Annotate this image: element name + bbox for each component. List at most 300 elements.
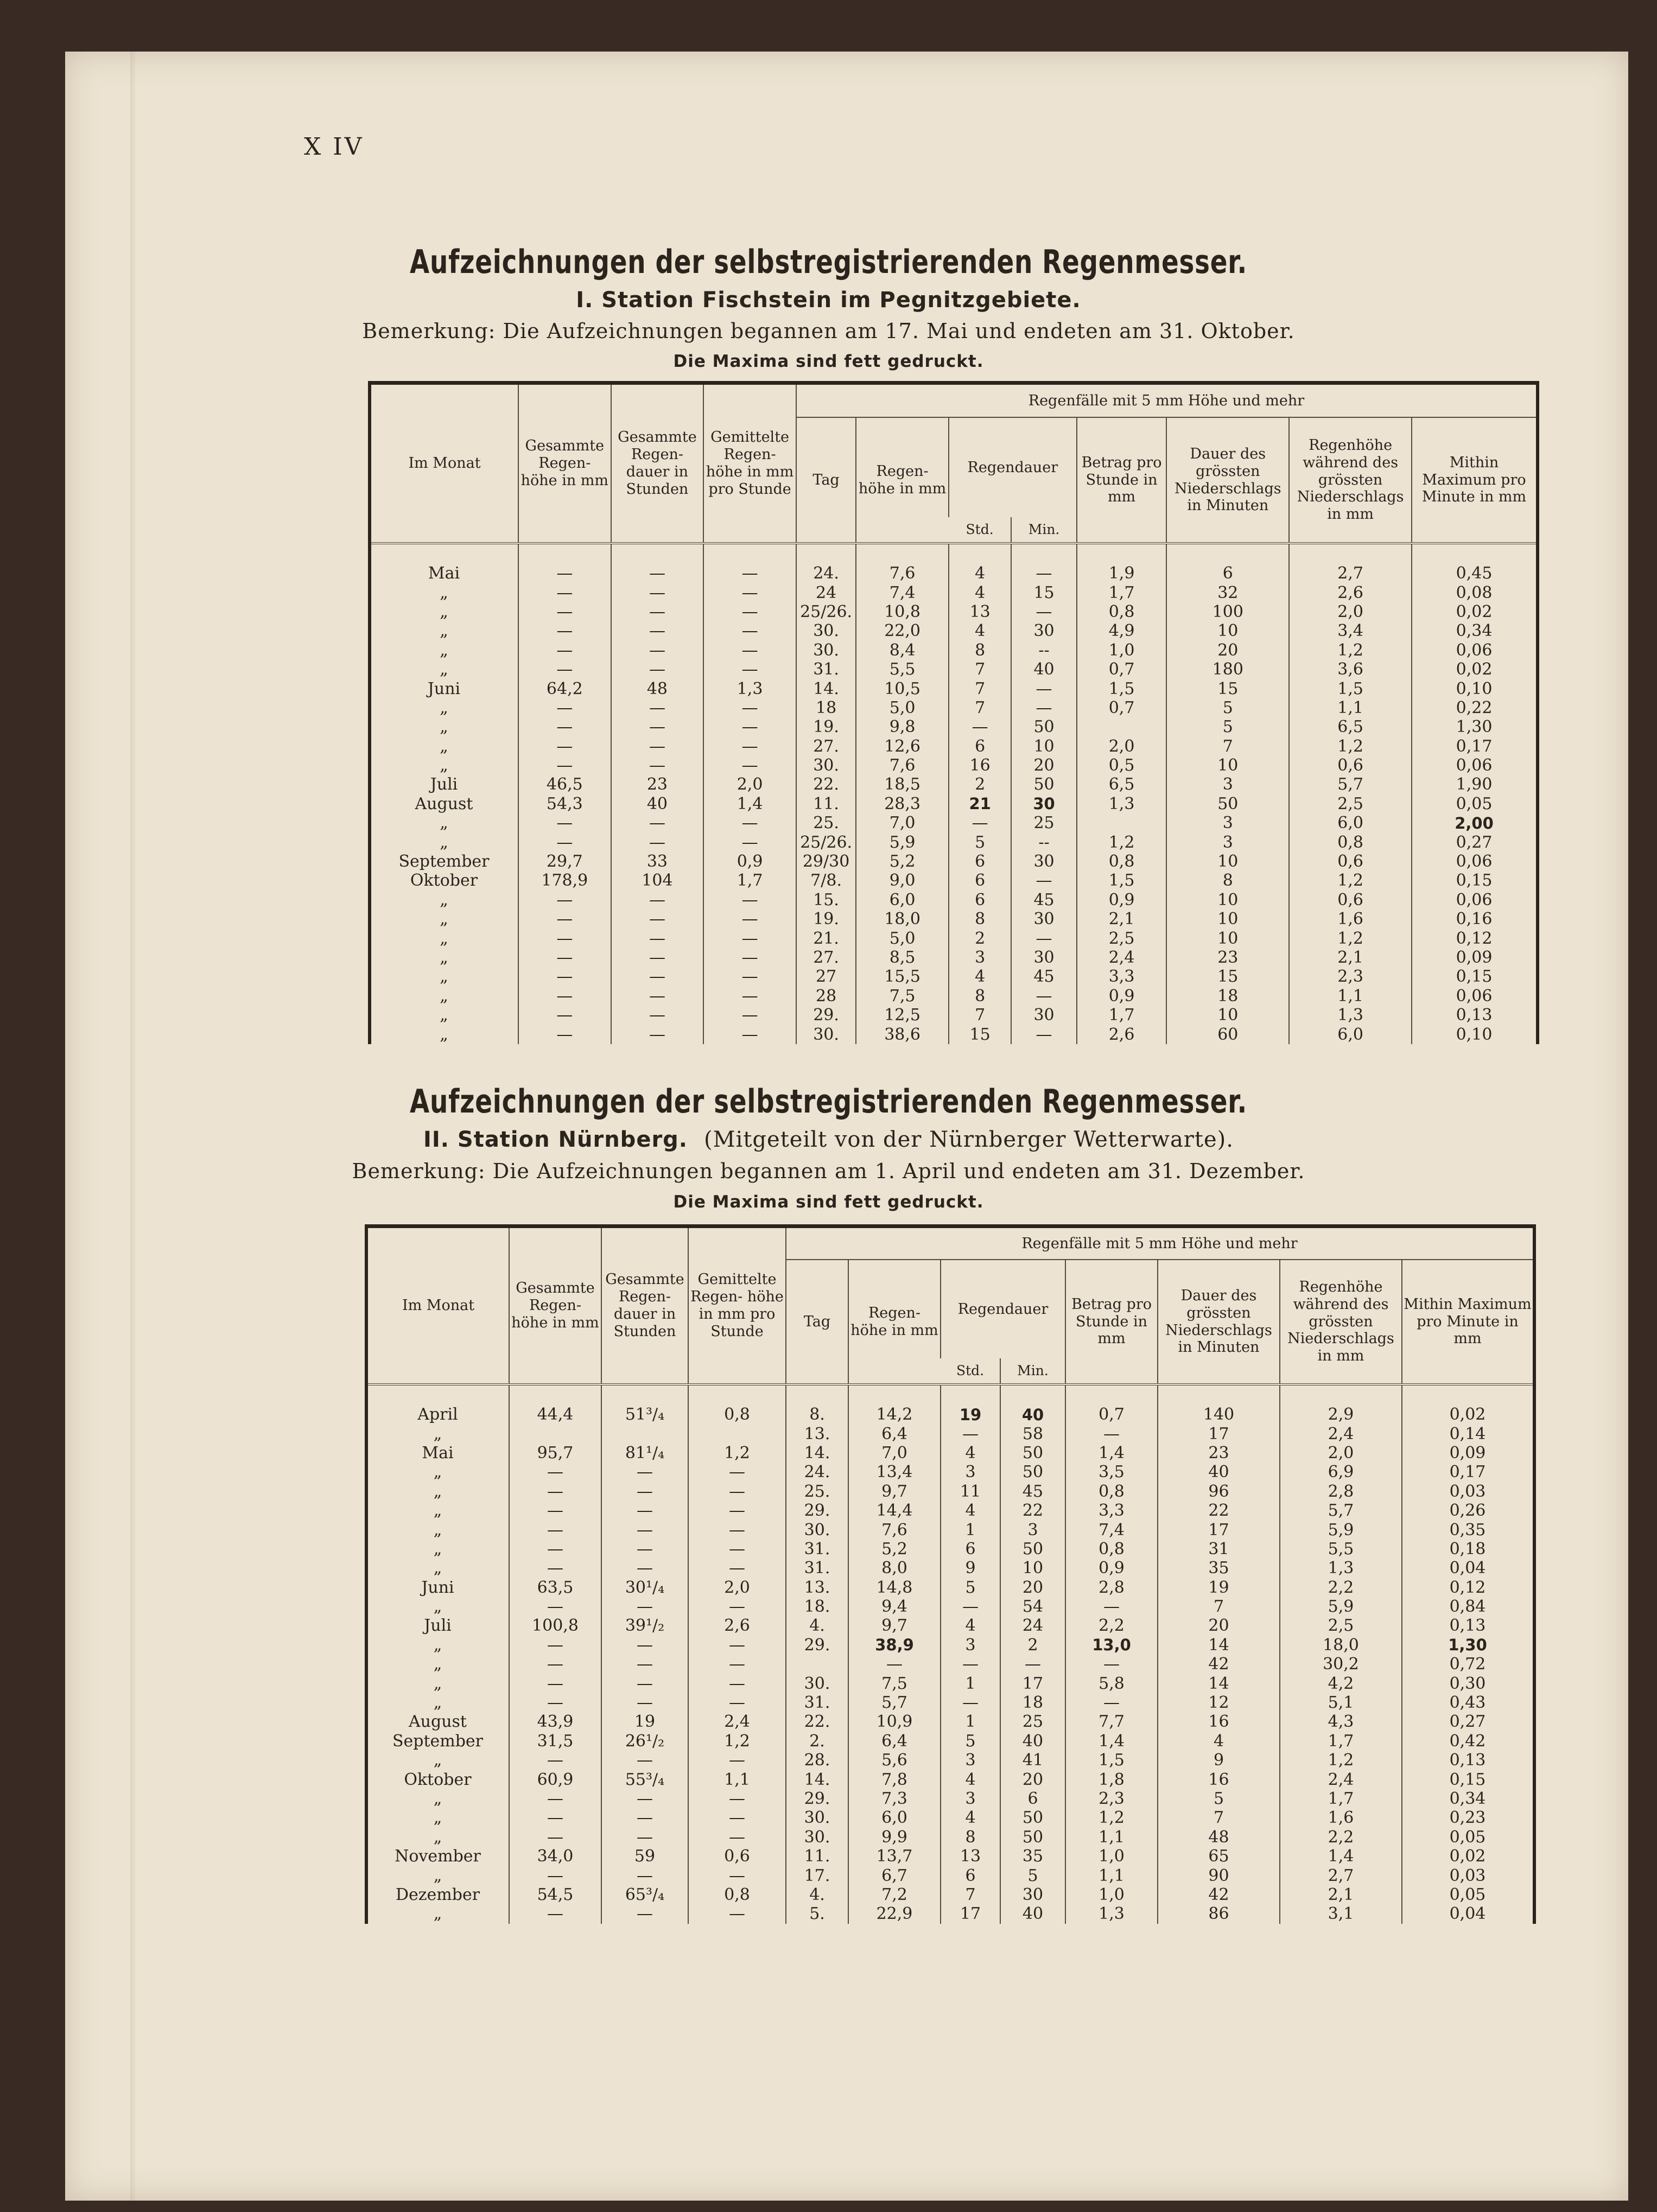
cell-dauer-groessten: 31 xyxy=(1158,1540,1280,1559)
cell-min: 5 xyxy=(1000,1866,1065,1885)
cell-monat: November xyxy=(395,1847,481,1866)
cell-betrag: — xyxy=(1065,1597,1158,1616)
cell-gesammte-dauer: 104 xyxy=(611,871,704,890)
table-row xyxy=(368,1540,1533,1559)
cell-min: — xyxy=(1011,1025,1076,1044)
cell-betrag: 0,7 xyxy=(1065,1405,1158,1424)
cell-tag: 11. xyxy=(796,794,856,813)
col-regenhoehe-waehrend: Regenhöhe während des grössten Niederschlags in mm xyxy=(1280,1260,1402,1384)
cell-dauer-groessten: 14 xyxy=(1158,1636,1280,1655)
cell-betrag: 1,8 xyxy=(1065,1770,1158,1789)
cell-tag: 29. xyxy=(786,1636,848,1655)
cell-tag: 24. xyxy=(786,1463,848,1482)
cell-regenhoehe: 38,9 xyxy=(848,1636,941,1655)
cell-mithin: 0,06 xyxy=(1412,852,1536,871)
cell-dauer-groessten: 10 xyxy=(1166,852,1289,871)
cell-gemittelte: — xyxy=(703,717,796,736)
cell-tag: 30. xyxy=(786,1520,848,1539)
cell-std: 8 xyxy=(941,1828,1000,1847)
cell-regenhoehe-waehrend: 1,6 xyxy=(1289,910,1412,929)
cell-gemittelte: 1,1 xyxy=(688,1770,786,1789)
cell-betrag: 0,7 xyxy=(1077,660,1167,679)
cell-gesammte-dauer: — xyxy=(611,737,704,756)
cell-gesammte-dauer: — xyxy=(601,1828,688,1847)
cell-std: 7 xyxy=(949,1006,1011,1025)
cell-min: 50 xyxy=(1011,717,1076,736)
cell-mithin: 0,05 xyxy=(1402,1885,1533,1904)
cell-gesammte-hoehe: 178,9 xyxy=(518,871,611,890)
cell-dauer-groessten: 32 xyxy=(1166,583,1289,602)
cell-regenhoehe-waehrend: 5,9 xyxy=(1280,1597,1402,1616)
cell-gesammte-hoehe: — xyxy=(509,1693,601,1712)
cell-dauer-groessten: 10 xyxy=(1166,929,1289,948)
spacer-cell xyxy=(611,543,704,564)
cell-tag: 30. xyxy=(786,1808,848,1827)
cell-gesammte-hoehe: — xyxy=(518,1025,611,1044)
cell-std: — xyxy=(941,1693,1000,1712)
cell-min: 30 xyxy=(1011,621,1076,640)
cell-dauer-groessten: 4 xyxy=(1158,1732,1280,1751)
cell-monat: Oktober xyxy=(404,1770,472,1789)
cell-regenhoehe-waehrend: 2,2 xyxy=(1280,1578,1402,1597)
cell-regenhoehe-waehrend: 1,6 xyxy=(1280,1808,1402,1827)
cell-gemittelte: 0,9 xyxy=(703,852,796,871)
cell-dauer-groessten: 16 xyxy=(1158,1712,1280,1731)
cell-tag: 19. xyxy=(796,910,856,929)
cell-gemittelte: 1,2 xyxy=(688,1444,786,1463)
cell-gemittelte: — xyxy=(703,660,796,679)
cell-min: — xyxy=(1011,679,1076,698)
cell-monat: „ xyxy=(440,967,448,987)
cell-gesammte-hoehe: — xyxy=(518,929,611,948)
cell-gesammte-dauer: — xyxy=(611,948,704,967)
cell-gesammte-dauer: — xyxy=(601,1463,688,1482)
spacer-cell xyxy=(1011,543,1076,564)
cell-gesammte-dauer: — xyxy=(601,1636,688,1655)
cell-dauer-groessten: 35 xyxy=(1158,1559,1280,1578)
cell-mithin: 0,15 xyxy=(1402,1770,1533,1789)
cell-gesammte-hoehe: — xyxy=(518,621,611,640)
cell-std: 8 xyxy=(949,910,1011,929)
spacer-cell xyxy=(518,543,611,564)
cell-mithin: 0,08 xyxy=(1412,583,1536,602)
cell-gemittelte: — xyxy=(688,1655,786,1674)
cell-gemittelte: 0,8 xyxy=(688,1885,786,1904)
spacer-cell xyxy=(371,543,518,564)
table-row xyxy=(371,987,1536,1006)
cell-std: 9 xyxy=(941,1559,1000,1578)
cell-gemittelte: — xyxy=(703,987,796,1006)
cell-gesammte-dauer: 33 xyxy=(611,852,704,871)
cell-regenhoehe-waehrend: 1,2 xyxy=(1289,737,1412,756)
cell-std: 4 xyxy=(949,583,1011,602)
cell-regenhoehe-waehrend: 2,8 xyxy=(1280,1482,1402,1501)
table-row xyxy=(371,1006,1536,1025)
cell-gesammte-dauer: — xyxy=(611,564,704,583)
col-gemittelte: Gemittelte Regen- höhe in mm pro Stunde xyxy=(688,1228,786,1384)
cell-betrag: 5,8 xyxy=(1065,1674,1158,1693)
cell-gemittelte: — xyxy=(703,602,796,621)
cell-betrag: 0,8 xyxy=(1077,852,1167,871)
cell-betrag xyxy=(1077,813,1167,832)
cell-mithin: 0,06 xyxy=(1412,987,1536,1006)
cell-gemittelte: — xyxy=(688,1693,786,1712)
cell-regenhoehe: 9,7 xyxy=(848,1482,941,1501)
cell-mithin: 0,12 xyxy=(1412,929,1536,948)
cell-monat: August xyxy=(415,794,473,813)
cell-mithin: 0,14 xyxy=(1402,1424,1533,1443)
cell-gesammte-hoehe: — xyxy=(518,698,611,717)
cell-betrag: 1,9 xyxy=(1077,564,1167,583)
cell-regenhoehe-waehrend: 2,4 xyxy=(1280,1770,1402,1789)
cell-mithin: 0,42 xyxy=(1402,1732,1533,1751)
cell-mithin: 0,02 xyxy=(1412,660,1536,679)
cell-tag: 24 xyxy=(796,583,856,602)
cell-mithin: 0,10 xyxy=(1412,679,1536,698)
cell-dauer-groessten: 17 xyxy=(1158,1520,1280,1539)
cell-regenhoehe: 5,2 xyxy=(848,1540,941,1559)
cell-regenhoehe: 9,8 xyxy=(856,717,949,736)
cell-dauer-groessten: 10 xyxy=(1166,910,1289,929)
cell-regenhoehe: — xyxy=(848,1655,941,1674)
table-row xyxy=(368,1770,1533,1789)
cell-gesammte-dauer: 23 xyxy=(611,775,704,794)
spacer-row xyxy=(371,543,1536,564)
table-row xyxy=(368,1482,1533,1501)
cell-betrag: 1,2 xyxy=(1065,1808,1158,1827)
cell-regenhoehe-waehrend: 1,2 xyxy=(1289,871,1412,890)
cell-monat: August xyxy=(409,1712,467,1732)
cell-min: — xyxy=(1011,602,1076,621)
cell-gemittelte: — xyxy=(688,1597,786,1616)
cell-gemittelte: — xyxy=(703,641,796,660)
cell-mithin: 2,00 xyxy=(1412,813,1536,832)
table-row xyxy=(371,794,1536,813)
cell-min: 50 xyxy=(1000,1444,1065,1463)
cell-betrag: 1,5 xyxy=(1077,871,1167,890)
cell-dauer-groessten: 3 xyxy=(1166,832,1289,851)
cell-gesammte-hoehe: 29,7 xyxy=(518,852,611,871)
cell-gemittelte: — xyxy=(688,1866,786,1885)
cell-std: 6 xyxy=(949,871,1011,890)
cell-betrag: 1,0 xyxy=(1065,1847,1158,1866)
cell-std: 8 xyxy=(949,641,1011,660)
table-row xyxy=(368,1578,1533,1597)
cell-dauer-groessten: 10 xyxy=(1166,621,1289,640)
table-row xyxy=(371,948,1536,967)
cell-gesammte-dauer: — xyxy=(611,602,704,621)
table-row xyxy=(371,717,1536,736)
cell-gemittelte: — xyxy=(703,891,796,910)
cell-gesammte-hoehe: 95,7 xyxy=(509,1444,601,1463)
spacer-cell xyxy=(368,1384,509,1405)
cell-gesammte-hoehe: — xyxy=(509,1674,601,1693)
cell-regenhoehe: 9,0 xyxy=(856,871,949,890)
cell-mithin: 0,23 xyxy=(1402,1808,1533,1827)
table-row xyxy=(371,756,1536,775)
spacer-cell xyxy=(1402,1384,1533,1405)
cell-gesammte-hoehe: — xyxy=(509,1636,601,1655)
cell-regenhoehe-waehrend: 1,2 xyxy=(1289,641,1412,660)
cell-tag: 29. xyxy=(786,1501,848,1520)
cell-tag: 30. xyxy=(786,1828,848,1847)
cell-mithin: 0,04 xyxy=(1402,1904,1533,1923)
cell-mithin: 0,15 xyxy=(1412,967,1536,986)
spacer-cell xyxy=(949,543,1011,564)
col-monat: Im Monat xyxy=(371,385,518,543)
cell-monat: September xyxy=(398,852,490,872)
cell-gesammte-dauer: 40 xyxy=(611,794,704,813)
cell-gemittelte: — xyxy=(703,737,796,756)
cell-mithin: 0,18 xyxy=(1402,1540,1533,1559)
col-regenhoehe: Regen- höhe in mm xyxy=(848,1260,941,1384)
cell-dauer-groessten: 7 xyxy=(1158,1808,1280,1827)
cell-gesammte-dauer: — xyxy=(611,756,704,775)
table-row xyxy=(371,832,1536,851)
col-min: Min. xyxy=(1000,1358,1065,1384)
table-row xyxy=(368,1904,1533,1923)
cell-betrag: 4,9 xyxy=(1077,621,1167,640)
cell-monat: April xyxy=(417,1405,458,1425)
cell-regenhoehe-waehrend: 0,8 xyxy=(1289,832,1412,851)
cell-gesammte-dauer: 48 xyxy=(611,679,704,698)
cell-gesammte-hoehe: 60,9 xyxy=(509,1770,601,1789)
cell-regenhoehe-waehrend: 2,1 xyxy=(1280,1885,1402,1904)
cell-dauer-groessten: 18 xyxy=(1166,987,1289,1006)
cell-regenhoehe: 15,5 xyxy=(856,967,949,986)
cell-tag: 25. xyxy=(796,813,856,832)
col-mithin: Mithin Maximum pro Minute in mm xyxy=(1412,417,1536,543)
table-row xyxy=(368,1866,1533,1885)
cell-regenhoehe-waehrend: 1,1 xyxy=(1289,987,1412,1006)
cell-gesammte-hoehe: 100,8 xyxy=(509,1616,601,1635)
cell-min: 25 xyxy=(1011,813,1076,832)
cell-std: 7 xyxy=(949,660,1011,679)
table-row xyxy=(368,1885,1533,1904)
cell-betrag: 2,2 xyxy=(1065,1616,1158,1635)
cell-mithin: 0,35 xyxy=(1402,1520,1533,1539)
cell-monat: „ xyxy=(440,890,448,910)
cell-dauer-groessten: 10 xyxy=(1166,1006,1289,1025)
cell-regenhoehe: 6,4 xyxy=(848,1424,941,1443)
cell-gesammte-dauer: — xyxy=(611,987,704,1006)
table-row xyxy=(371,698,1536,717)
cell-regenhoehe-waehrend: 2,0 xyxy=(1280,1444,1402,1463)
col-gesammte-hoehe: Gesammte Regen- höhe in mm xyxy=(518,385,611,543)
section2-remark: Bemerkung: Die Aufzeichnungen begannen am 1. April und endeten am 31. Dezember. xyxy=(352,1159,1305,1183)
cell-gesammte-hoehe: — xyxy=(509,1482,601,1501)
cell-gesammte-dauer: — xyxy=(601,1482,688,1501)
cell-regenhoehe-waehrend: 2,5 xyxy=(1280,1616,1402,1635)
cell-std: 13 xyxy=(941,1847,1000,1866)
cell-gesammte-hoehe: — xyxy=(518,641,611,660)
table-row xyxy=(371,871,1536,890)
cell-betrag: 0,9 xyxy=(1077,891,1167,910)
cell-monat: „ xyxy=(433,1808,442,1828)
cell-regenhoehe: 14,4 xyxy=(848,1501,941,1520)
cell-tag: 14. xyxy=(786,1444,848,1463)
cell-gesammte-hoehe: — xyxy=(518,717,611,736)
cell-betrag: 1,3 xyxy=(1077,794,1167,813)
cell-gesammte-dauer: — xyxy=(601,1540,688,1559)
cell-std: 8 xyxy=(949,987,1011,1006)
cell-dauer-groessten: 86 xyxy=(1158,1904,1280,1923)
cell-monat: „ xyxy=(433,1693,442,1713)
cell-regenhoehe: 9,7 xyxy=(848,1616,941,1635)
section1-title: Aufzeichnungen der selbstregistrierenden Regenmesser. xyxy=(409,243,1248,281)
cell-betrag: 1,7 xyxy=(1077,583,1167,602)
cell-gesammte-dauer: — xyxy=(611,698,704,717)
cell-tag: 13. xyxy=(786,1424,848,1443)
spacer-cell xyxy=(509,1384,601,1405)
cell-std: — xyxy=(949,813,1011,832)
cell-gemittelte: — xyxy=(703,1025,796,1044)
cell-std: 3 xyxy=(941,1789,1000,1808)
cell-gesammte-hoehe: — xyxy=(509,1559,601,1578)
cell-regenhoehe: 7,6 xyxy=(856,756,949,775)
cell-monat: „ xyxy=(440,698,448,717)
cell-gesammte-hoehe: — xyxy=(518,948,611,967)
table-row xyxy=(368,1444,1533,1463)
cell-gesammte-dauer: — xyxy=(611,1006,704,1025)
col-dauer-groessten: Dauer des grössten Niederschlags in Minuten xyxy=(1158,1260,1280,1384)
cell-min: -- xyxy=(1011,832,1076,851)
cell-mithin: 0,06 xyxy=(1412,891,1536,910)
cell-mithin: 0,43 xyxy=(1402,1693,1533,1712)
cell-min: 35 xyxy=(1000,1847,1065,1866)
cell-tag: 31. xyxy=(786,1693,848,1712)
cell-gesammte-dauer: — xyxy=(611,967,704,986)
cell-monat: „ xyxy=(440,948,448,967)
cell-regenhoehe-waehrend: 6,0 xyxy=(1289,813,1412,832)
cell-gemittelte: 2,0 xyxy=(703,775,796,794)
cell-std: 6 xyxy=(941,1540,1000,1559)
cell-min: 17 xyxy=(1000,1674,1065,1693)
cell-betrag: 0,8 xyxy=(1065,1482,1158,1501)
col-regendauer: Regendauer xyxy=(949,417,1077,517)
cell-regenhoehe: 7,3 xyxy=(848,1789,941,1808)
cell-gesammte-hoehe: 44,4 xyxy=(509,1405,601,1424)
cell-min: 45 xyxy=(1011,891,1076,910)
cell-gesammte-dauer xyxy=(601,1424,688,1443)
cell-gesammte-hoehe: — xyxy=(518,832,611,851)
cell-gemittelte: 1,3 xyxy=(703,679,796,698)
cell-gesammte-dauer: — xyxy=(601,1808,688,1827)
cell-std: 3 xyxy=(941,1751,1000,1770)
cell-min: — xyxy=(1011,698,1076,717)
cell-gesammte-hoehe: — xyxy=(518,564,611,583)
cell-regenhoehe: 7,0 xyxy=(856,813,949,832)
cell-betrag: 1,1 xyxy=(1065,1866,1158,1885)
cell-regenhoehe: 6,7 xyxy=(848,1866,941,1885)
cell-betrag: 2,4 xyxy=(1077,948,1167,967)
cell-gesammte-hoehe: — xyxy=(518,660,611,679)
cell-gesammte-hoehe: — xyxy=(518,910,611,929)
cell-min: 2 xyxy=(1000,1636,1065,1655)
cell-gesammte-dauer: — xyxy=(611,1025,704,1044)
spacer-cell xyxy=(1289,543,1412,564)
cell-std: 1 xyxy=(941,1520,1000,1539)
cell-betrag: 7,7 xyxy=(1065,1712,1158,1731)
cell-gemittelte: — xyxy=(688,1482,786,1501)
cell-tag: 13. xyxy=(786,1578,848,1597)
cell-mithin: 0,30 xyxy=(1402,1674,1533,1693)
cell-monat: „ xyxy=(433,1655,442,1674)
cell-gesammte-hoehe: 54,3 xyxy=(518,794,611,813)
cell-gemittelte: 0,6 xyxy=(688,1847,786,1866)
table-row xyxy=(368,1636,1533,1655)
cell-gemittelte: 1,7 xyxy=(703,871,796,890)
cell-mithin: 0,16 xyxy=(1412,910,1536,929)
cell-tag: 27. xyxy=(796,948,856,967)
cell-mithin: 0,04 xyxy=(1402,1559,1533,1578)
cell-dauer-groessten: 5 xyxy=(1166,698,1289,717)
cell-regenhoehe: 7,6 xyxy=(856,564,949,583)
cell-min: 50 xyxy=(1000,1540,1065,1559)
cell-tag: 30. xyxy=(796,621,856,640)
cell-gesammte-dauer: 39¹/₂ xyxy=(601,1616,688,1635)
cell-gesammte-dauer: — xyxy=(611,583,704,602)
cell-mithin: 0,05 xyxy=(1402,1828,1533,1847)
cell-min: 41 xyxy=(1000,1751,1065,1770)
cell-betrag: 3,3 xyxy=(1077,967,1167,986)
group-header: Regenfälle mit 5 mm Höhe und mehr xyxy=(786,1228,1533,1260)
cell-regenhoehe: 18,5 xyxy=(856,775,949,794)
cell-monat: „ xyxy=(433,1501,442,1521)
cell-tag: 31. xyxy=(796,660,856,679)
cell-regenhoehe-waehrend: 0,6 xyxy=(1289,756,1412,775)
cell-min: 40 xyxy=(1000,1405,1065,1424)
cell-gesammte-hoehe: 31,5 xyxy=(509,1732,601,1751)
cell-min: 30 xyxy=(1000,1885,1065,1904)
cell-std: — xyxy=(941,1655,1000,1674)
cell-gesammte-dauer: 81¹/₄ xyxy=(601,1444,688,1463)
cell-monat: „ xyxy=(440,602,448,621)
table-row xyxy=(368,1501,1533,1520)
cell-gesammte-hoehe: — xyxy=(509,1463,601,1482)
cell-tag: 14. xyxy=(796,679,856,698)
cell-regenhoehe-waehrend: 2,3 xyxy=(1289,967,1412,986)
cell-std: 4 xyxy=(949,967,1011,986)
table-row xyxy=(368,1751,1533,1770)
cell-monat: Mai xyxy=(428,564,460,583)
cell-betrag: 3,5 xyxy=(1065,1463,1158,1482)
cell-dauer-groessten: 16 xyxy=(1158,1770,1280,1789)
cell-gesammte-hoehe: — xyxy=(518,1006,611,1025)
cell-min: 30 xyxy=(1011,910,1076,929)
cell-std: 7 xyxy=(949,698,1011,717)
cell-regenhoehe: 5,0 xyxy=(856,698,949,717)
cell-monat: „ xyxy=(433,1904,442,1924)
cell-regenhoehe: 7,0 xyxy=(848,1444,941,1463)
section2-maxima-note: Die Maxima sind fett gedruckt. xyxy=(673,1192,984,1212)
cell-mithin: 0,09 xyxy=(1402,1444,1533,1463)
cell-tag: 18 xyxy=(796,698,856,717)
cell-gesammte-hoehe: — xyxy=(509,1808,601,1827)
cell-tag: 30. xyxy=(786,1674,848,1693)
cell-dauer-groessten: 5 xyxy=(1158,1789,1280,1808)
cell-regenhoehe: 12,6 xyxy=(856,737,949,756)
cell-dauer-groessten: 100 xyxy=(1166,602,1289,621)
cell-monat: „ xyxy=(433,1520,442,1540)
cell-tag: 25. xyxy=(786,1482,848,1501)
cell-betrag: 1,0 xyxy=(1065,1885,1158,1904)
cell-gesammte-dauer: — xyxy=(601,1789,688,1808)
cell-regenhoehe-waehrend: 5,7 xyxy=(1280,1501,1402,1520)
col-betrag: Betrag pro Stunde in mm xyxy=(1065,1260,1158,1384)
col-gemittelte: Gemittelte Regen- höhe in mm pro Stunde xyxy=(703,385,796,543)
cell-gemittelte: 2,6 xyxy=(688,1616,786,1635)
